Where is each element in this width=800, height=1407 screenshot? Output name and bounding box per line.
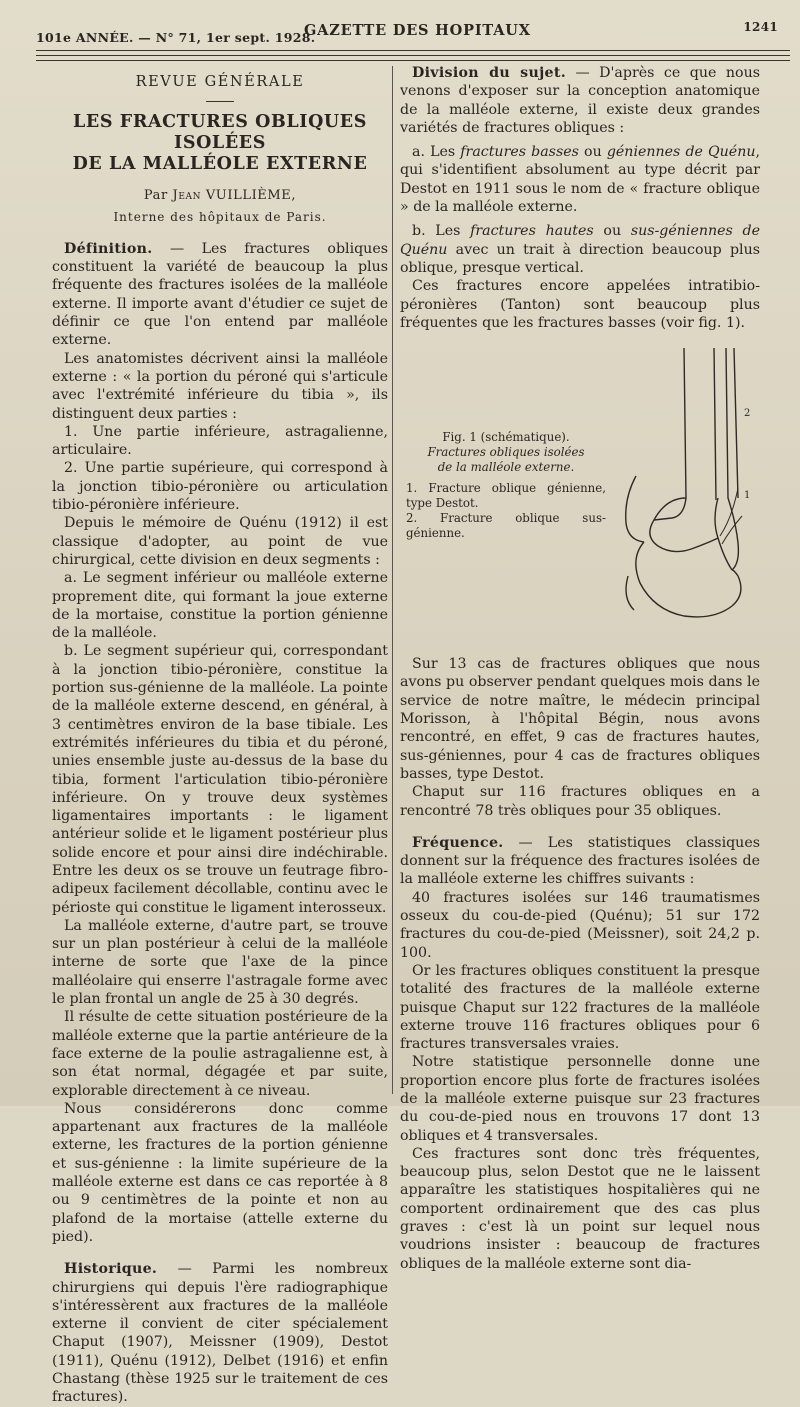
page-number: 1241	[743, 20, 778, 34]
paragraph: La malléole externe, d'autre part, se trouve sur un plan postérieur à celui de la malléole interne de sorte que l'axe de la pince malléolaire qui enserre l'astragale forme avec le plan frontal un angle de 25 à 30 degrés.	[52, 917, 388, 1008]
byline	[52, 187, 388, 205]
paragraph: Ces fractures encore appelées intratibio-péronières (Tanton) sont beaucoup plus fréquentes que les fractures basses (voir fig. 1).	[400, 278, 760, 331]
section-rubric: REVUE GÉNÉRALE	[135, 74, 305, 90]
medial-malleolus-outline	[626, 476, 644, 542]
paragraph: Or les fractures obliques constituent la presque totalité des fractures de la malléole externe puisque Chaput sur 122 fractures de la malléole externe trouve 116 fractures obliques pour 6 fractures transversales vraies.	[400, 962, 760, 1053]
paragraph: Les anatomistes décrivent ainsi la malléole externe : « la portion du péroné qui s'articule avec l'extrémité inférieure du tibia », ils distinguent deux parties :	[52, 350, 388, 422]
malleolus-outline	[715, 498, 732, 570]
header-rule	[36, 50, 790, 51]
tibia-outline	[714, 348, 716, 500]
running-head	[36, 20, 782, 50]
section-heading: Fréquence.	[412, 834, 504, 851]
paragraph: Depuis le mémoire de Quénu (1912) il est classique d'adopter, au point de vue chirurgical, cette division en deux segments :	[52, 515, 388, 568]
column-divider	[392, 66, 393, 1094]
header-rule	[36, 60, 790, 61]
calcaneus-outline	[636, 542, 741, 617]
fibula-outline	[734, 348, 738, 498]
fracture-label-1: 1	[744, 490, 751, 502]
paragraph: Notre statistique personnelle donne une proportion encore plus forte de fractures isolées de la malléole externe puisque sur 23 fractures du cou-de-pied nous en trouvons 17 dont 13 obliques et 4 transversales.	[400, 1054, 760, 1144]
fracture-label-2: 2	[744, 408, 751, 420]
foot-outline	[626, 576, 634, 610]
figure-legend-item: 1. Fracture oblique génienne, type Destot.	[406, 481, 606, 511]
figure-legend-item: 2. Fracture oblique sus-génienne.	[406, 511, 606, 541]
section-heading: Division du sujet.	[412, 65, 566, 81]
author-role: Interne des hôpitaux de Paris.	[113, 209, 327, 224]
paragraph: Division du sujet. — D'après ce que nous venons d'exposer sur la conception anatomique de la malléole externe, il existe deux grandes variétés de fractures obliques :	[400, 65, 760, 136]
paragraph: 40 fractures isolées sur 146 traumatismes osseux du cou-de-pied (Quénu); 51 sur 172 fractures du cou-de-pied (Meissner), soit 24,2 p. 100.	[400, 889, 760, 961]
rubric-divider	[206, 101, 234, 102]
figure-subtitle: de la malléole externe.	[437, 460, 575, 475]
figure-subtitle: Fractures obliques isolées	[427, 445, 585, 460]
paragraph: Fréquence. — Les statistiques classiques donnent sur la fréquence des fractures isolées de la malléole externe les chiffres suivants :	[400, 834, 760, 888]
fracture-line-1	[722, 516, 742, 544]
paragraph: Il résulte de cette situation postérieure de la malléole externe que la partie antérieure de la face externe de la poulie astragalienne est, à son état normal, dégagée et par suite, explorable directement à ce niveau.	[52, 1009, 389, 1099]
paragraph: 1. Une partie inférieure, astragalienne, articulaire.	[52, 423, 388, 459]
header-rule	[36, 55, 790, 56]
figure-title: Fig. 1 (schématique).	[442, 430, 570, 445]
section-heading: Historique.	[64, 1261, 158, 1278]
section-heading: Définition.	[64, 240, 153, 257]
journal-title: GAZETTE DES HOPITAUX	[304, 22, 531, 39]
paragraph: 2. Une partie supérieure, qui correspond à la jonction tibio-péronière ou articulation tibio-péronière inférieure.	[52, 460, 388, 514]
left-column	[52, 64, 388, 1407]
paragraph: a. Les fractures basses ou géniennes de Quénu, qui s'identifient absolument au type décrit par Destot en 1911 sous le nom de « fracture oblique » de la malléole externe.	[400, 144, 760, 216]
byline-prefix: Par	[143, 188, 168, 204]
issue-line: 101e ANNÉE. — N° 71, 1er sept. 1928.	[36, 30, 316, 45]
paragraph: Ces fractures sont donc très fréquentes, beaucoup plus, selon Destot que ne le laissent apparaître les statistiques hospitalières qui ne comportent ordinairement que des cas plus graves : c'est là un point sur lequel nous voudrions insister : beaucoup de fractures obliques de la malléole externe sont dia-	[400, 1145, 760, 1272]
right-column	[400, 64, 760, 1273]
paragraph: b. Le segment supérieur qui, correspondant à la jonction tibio-péronière, constitue la portion sus-génienne de la malléole. La pointe de la malléole externe descend, en général, à 3 centimètres environ de la base tibiale. Les extrémités inférieures du tibia et du péroné, unies ensemble juste au-dessus de la base du tibia, forment l'articulation tibio-péronière inférieure. On y trouve deux systèmes ligamentaires importants : le ligament antérieur solide et le ligament postérieur plus solide encore et pour ainsi dire indéchirable. Entre les deux os se trouve un feutrage fibro-adipeux facilement décollable, continu avec le périoste qui constitue le ligament interosseux.	[52, 643, 388, 916]
tibia-outline	[654, 348, 686, 520]
author-name: Jean VUILLIÈME,	[172, 188, 297, 204]
paragraph: Définition. — Les fractures obliques constituent la variété de beaucoup la plus fréquente des fractures isolées de la malléole externe. Il importe avant d'étudier ce sujet de définir ce que l'on entend par malléole externe.	[52, 240, 388, 349]
article-title-line-2: DE LA MALLÉOLE EXTERNE	[72, 154, 368, 175]
paragraph: a. Le segment inférieur ou malléole externe proprement dite, qui formant la joue externe de la mortaise, constitue la portion génienne de la malléole.	[52, 570, 388, 642]
paragraph: Nous considérerons donc comme appartenant aux fractures de la malléole externe, les fractures de la portion génienne et sus-génienne : la limite supérieure de la malléole externe est dans ce cas reportée à 8 ou 9 centimètres de la pointe et non au plafond de la mortaise (attelle externe du pied).	[52, 1100, 388, 1245]
paragraph: b. Les fractures hautes ou sus-géniennes de Quénu avec un trait à direction beaucoup plus oblique, presque vertical.	[400, 223, 760, 276]
article-title-line-1: LES FRACTURES OBLIQUES ISOLÉES	[73, 112, 367, 154]
paragraph: Chaput sur 116 fractures obliques en a rencontré 78 très obliques pour 35 obliques.	[400, 784, 760, 819]
paragraph: Historique. — Parmi les nombreux chirurgiens qui depuis l'ère radiographique s'intéressèrent aux fractures de la malléole externe il convient de citer spécialement Chaput (1907), Meissner (1909), Destot (1911), Quénu (1912), Delbet (1916) et enfin Chastang (thèse 1925 sur le traitement de ces fractures).	[52, 1261, 388, 1406]
paragraph: Sur 13 cas de fractures obliques que nous avons pu observer pendant quelques mois dans le service de notre maître, le médecin principal Morisson, à l'hôpital Bégin, nous avons rencontré, en effet, 9 cas de fractures hautes, sus-géniennes, pour 4 cas de fractures obliques basses, type Destot.	[400, 656, 760, 782]
ankle-fracture-diagram	[614, 348, 756, 638]
figure-caption	[406, 430, 606, 541]
figure-1	[400, 342, 760, 647]
